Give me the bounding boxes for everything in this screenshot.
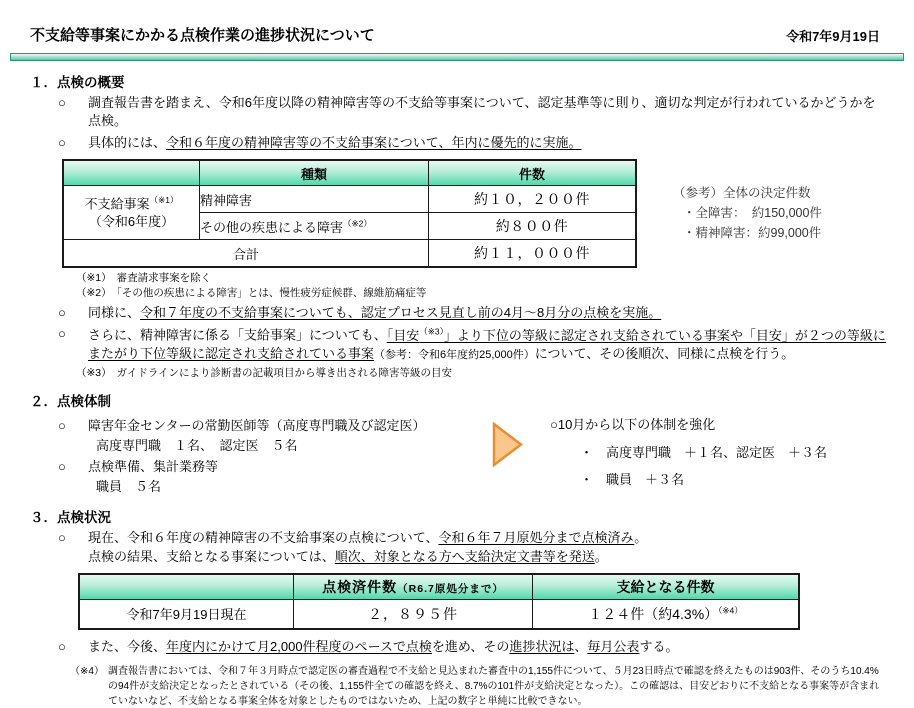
s3-b2-u2: 進捗状況は [509,638,575,654]
circle-marker: ○ [58,459,66,475]
s3-b1-l1-underlined: 令和６年７月原処分まで点検済み [438,530,635,546]
s2-right-item-2 [580,471,827,489]
s2-item2-detail: 職員 ５名 [96,478,162,494]
s3-b1-line2 [88,548,888,566]
group-label-line1 [64,195,199,213]
s2-right-heading: ○10月から以下の体制を強化 [550,417,716,433]
s3-b1-l2-pre: 点検の結果、支給となる事案については、 [88,548,335,564]
s1-b2-pre: 具体的には、 [88,134,167,150]
table1-and-reference [62,159,888,268]
footnote-1 [76,271,888,286]
s1-b3-underlined: 令和７年度の不支給事案についても、認定プロセス見直し前の4月～8月分の点検を実施。 [140,304,662,320]
table1-row2-type [200,213,429,240]
table1-row1-type: 精神障害 [200,186,429,213]
document-body [0,71,914,708]
s1-bullet-3 [58,304,888,322]
circle-marker: ○ [58,95,66,110]
s1-bullet-4-text [88,325,888,363]
s1-b4-seg1: さらに、精神障害に係る「支給事案」についても、 [88,327,387,343]
inspection-status-table [78,573,800,630]
footnote-4-text: 調査報告書においては、令和７年３月時点で認定医の審査過程で不支給と見込まれた審査中の1,155件について、５月23日時点で確認を終えたものは903件、そのうち10.4%の94件が支給決定となったとされている（その後、1,155件全ての確認を終え、8.7%の101件が支給決定となった）。この確認は、目安どおりに不支給となる事案等が含まれていないなど、不支給となる事案全体を対象としたものではないため、上記の数字と単純に比較できない。 [107,666,880,708]
s2-bullet-2 [58,458,482,476]
section2-left-column [30,414,482,496]
circle-marker: ○ [58,530,66,546]
t2-header-checked-sub: （R6.7原処分まで） [397,582,504,595]
row2-type-text: その他の疾患による障害 [200,219,344,235]
table-row-total [63,240,636,268]
s1-b4-u1a: 「目安 [386,327,420,343]
s1-bullet-1-text [88,94,888,131]
s1-b4-u1b: 」より下位の等級に認定され支給されている事案や「目安」が２つの等級にまたがり下位等級に認定され支給されている事案 [88,327,886,361]
footnote-2-text: 「その他の疾患による障害」とは、慢性疲労症候群、線維筋痛症等 [116,287,427,300]
table-row [79,599,799,629]
s3-b2-seg4: する。 [639,638,679,654]
section3-heading: ３．点検状況 [30,510,111,526]
s2-item2-text: 点検準備、集計業務等 [88,459,219,475]
s2-right-item2-text: 職員 ＋３名 [606,472,685,488]
table2-checked-count: ２，８９５件 [294,599,533,629]
s3-b2-seg2: を進め、その [431,638,510,654]
s3-b2-seg1: また、今後、 [88,638,167,654]
s1-bullet-2 [58,134,888,152]
s3-b2-u3: 毎月公表 [587,638,640,654]
s3-bullet-1-text [88,529,888,566]
table1-total-count: 約１１，０００件 [429,240,637,268]
table-row [63,186,636,213]
s1-bullet-3-text [88,304,888,322]
row2-footnote-ref: （※2） [343,218,372,229]
section2-right-column [550,414,827,496]
section2-columns [30,414,888,496]
table1-row1-count: 約１０，２００件 [429,186,637,213]
footnote-4-label: （※4） [70,666,104,678]
table1-footnotes [76,271,888,300]
reference-note [673,183,822,268]
group-label-line2: （令和6年度） [88,214,175,230]
s1-bullet-2-text [88,134,888,152]
dot-marker: ・ [580,472,594,488]
document-date: 令和7年9月19日 [786,29,880,44]
reference-line1: （参考）全体の決定件数 [673,186,811,201]
s3-b2-u1: 年度内にかけて月2,000件程度のペースで点検 [166,638,432,654]
table2-header-empty [79,574,294,600]
s1-b4-paren-small: （参考：令和6年度約25,000件） [374,348,535,361]
circle-marker: ○ [58,326,66,342]
table1-row2-count: 約８００件 [429,213,637,240]
t2-granted-footnote-ref: （※4） [718,605,743,616]
s2-item1-text: 障害年金センターの常勤医師等（高度専門職及び認定医） [88,418,426,434]
s2-right-item1-text: 高度専門職 ＋１名、認定医 ＋３名 [606,444,828,460]
footnote-3-text: ガイドラインにより診断書の記載項目から導き出される障害等級の目安 [116,366,453,379]
s3-b1-line1 [88,529,888,547]
footnote-1-label: （※1） [76,272,112,285]
t2-header-checked-main: 点検済件数 [322,578,398,595]
s1-b2-underlined: 令和６年度の精神障害等の不支給事案について、年内に優先的に実施。 [166,134,582,150]
s3-b1-l1-pre: 現在、令和６年度の精神障害の不支給事案の点検について、 [88,530,439,546]
s1-b4-footnote-ref: （※3） [419,326,444,337]
page-title: 不支給等事案にかかる点検作業の進捗状況について [30,27,375,44]
s3-b2-seg3: 、 [574,638,588,654]
table2-header-granted: 支給となる件数 [533,574,800,600]
circle-marker: ○ [58,418,66,434]
s3-b1-l2-underlined: 順次、対象となる方へ支給決定文書等を発送 [334,548,595,564]
footnote-3 [76,366,888,381]
circle-marker: ○ [58,638,66,654]
footnote-3-label: （※3） [76,366,112,379]
footnote-4 [70,664,884,708]
group-label-footnote-ref: （※1） [149,195,179,206]
s2-item1-detail: 高度専門職 １名、 認定医 ５名 [96,437,298,453]
table1-total-label: 合計 [63,240,429,268]
reference-line2: ・全障害： 約150,000件 [683,206,822,221]
s3-bullet-2-text [88,638,888,656]
table1-header-row [63,160,636,186]
reference-line3: ・精神障害：約99,000件 [683,226,822,241]
s3-b1-l2-post: 。 [594,548,608,564]
s1-b4-seg2: について、その後順次、同様に点検を行う。 [534,345,795,361]
title-divider-bar [10,53,904,61]
s1-b1-seg: 調査報告書を踏まえ、令和6年度以降の精神障害等の不支給等事案について、認定基準等に則り、適切な判定が行われているかどうかを点検。 [88,95,876,129]
right-arrow-icon [492,422,524,496]
dot-marker: ・ [580,444,594,460]
s3-bullet-2 [58,638,888,656]
section1-heading: １．点検の概要 [30,75,125,90]
s2-bullet-1 [58,417,482,435]
s1-b3-pre: 同様に、 [88,304,141,320]
s1-bullet-4 [58,325,888,363]
table2-granted-count [533,599,800,629]
s3-b1-l1-post: 。 [634,530,648,546]
footnote-2 [76,286,888,301]
s3-bullet-1 [58,529,888,566]
circle-marker: ○ [58,134,66,150]
table1-group-label [63,186,200,240]
t2-granted-value: １２４件（約4.3%） [588,605,719,622]
circle-marker: ○ [58,304,66,320]
table1-header-empty [63,160,200,186]
footnote-2-label: （※2） [76,287,112,300]
table1-header-type: 種類 [200,160,429,186]
table2-header-checked [294,574,533,600]
table2-header-row [79,574,799,600]
table2-row-label: 令和7年9月19日現在 [79,599,294,629]
group-label-main: 不支給事案 [84,196,150,212]
footnote-1-text: 審査請求事案を除く [116,272,212,285]
table1-header-count: 件数 [429,160,637,186]
document-header [0,0,914,45]
nonpayment-cases-table [62,159,637,268]
s1-bullet-1 [58,94,888,131]
s2-right-item-1 [580,444,827,462]
section2-heading: ２．点検体制 [30,394,111,410]
